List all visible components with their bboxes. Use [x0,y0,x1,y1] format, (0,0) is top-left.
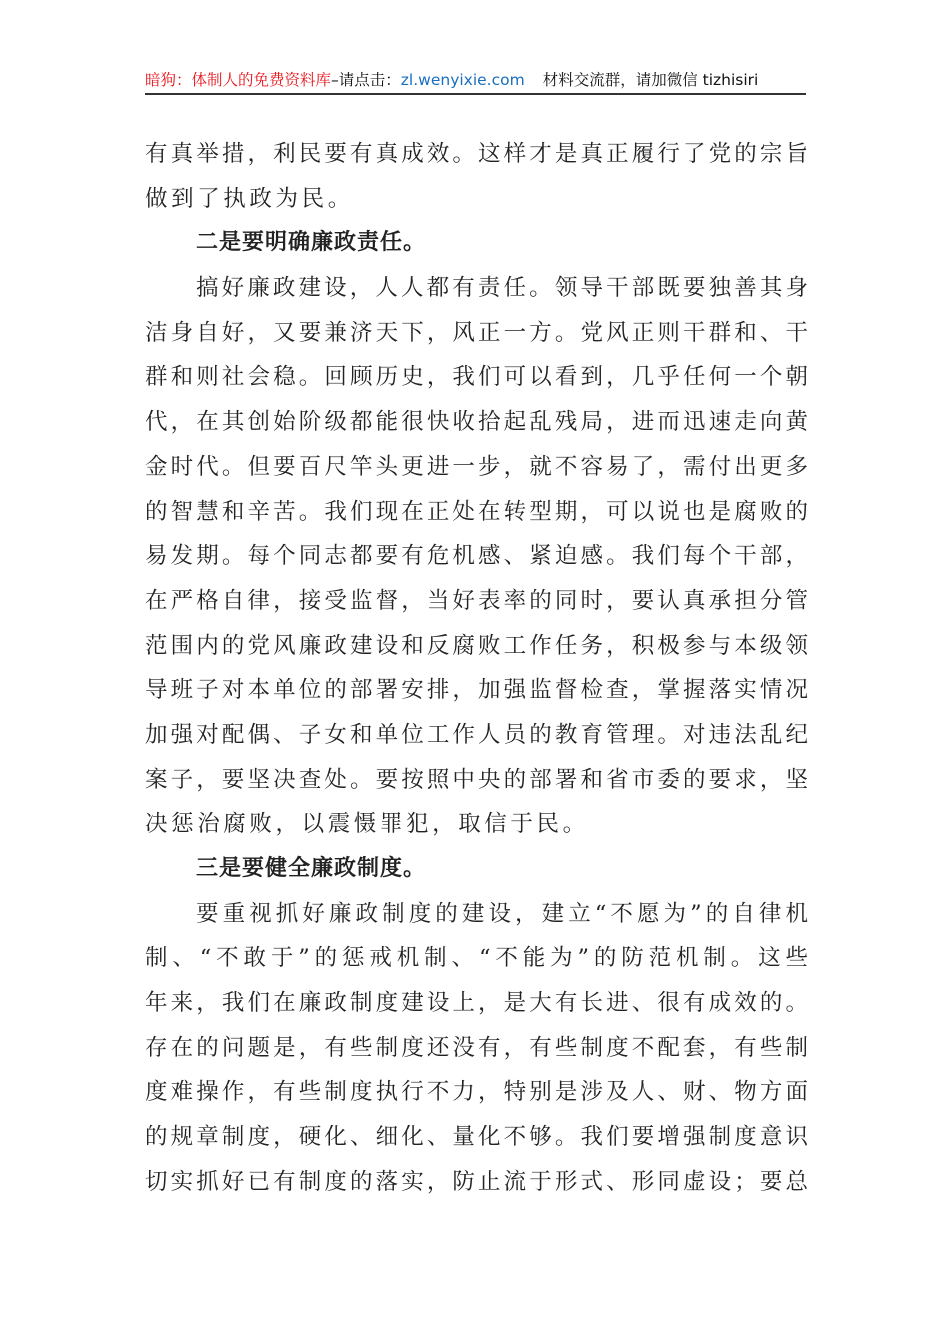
paragraph-line: 度难操作，有些制度执行不力，特别是涉及人、财、物方面 [145,1079,808,1106]
paragraph-line: 的智慧和辛苦。我们现在正处在转型期，可以说也是腐败的 [145,498,808,525]
brand-text: 暗狗：体制人的免费资料库 [145,71,332,89]
paragraph-line: 范围内的党风廉政建设和反腐败工作任务，积极参与本级领 [145,632,808,659]
section-heading: 三是要健全廉政制度。 [196,856,427,881]
section-heading: 二是要明确廉政责任。 [196,230,427,256]
paragraph-line: 制、“不敢于”的惩戒机制、“不能为”的防范机制。这些 [145,945,808,972]
prompt-text: –请点击： [331,71,401,89]
page-header [145,68,806,92]
paragraph-line: 易发期。每个同志都要有危机感、紧迫感。我们每个干部， [145,543,808,570]
website-link[interactable]: zl.wenyixie.com [400,71,525,89]
paragraph-line: 在严格自律，接受监督，当好表率的同时，要认真承担分管 [145,587,808,614]
paragraph-line: 做到了执政为民。 [145,185,354,212]
paragraph-line: 案子，要坚决查处。要按照中央的部署和省市委的要求，坚 [145,766,808,793]
paragraph-line: 要重视抓好廉政制度的建设，建立“不愿为”的自律机 [196,900,808,927]
paragraph-line: 决惩治腐败，以震慑罪犯，取信于民。 [145,811,589,838]
paragraph-line: 的规章制度，硬化、细化、量化不够。我们要增强制度意识 [145,1124,808,1151]
paragraph-line: 搞好廉政建设，人人都有责任。领导干部既要独善其身 [196,275,808,302]
paragraph-line: 年来，我们在廉政制度建设上，是大有长进、很有成效的。 [145,990,808,1017]
paragraph-line: 金时代。但要百尺竿头更进一步，就不容易了，需付出更多 [145,453,808,480]
document-body [145,132,808,1205]
contact-text: 材料交流群，请加微信 tizhisiri [542,71,759,89]
paragraph-line: 存在的问题是，有些制度还没有，有些制度不配套，有些制 [145,1034,808,1061]
paragraph-line: 代，在其创始阶级都能很快收拾起乱残局，进而迅速走向黄 [145,409,808,436]
paragraph-line: 群和则社会稳。回顾历史，我们可以看到，几乎任何一个朝 [145,364,808,391]
header-divider [145,93,806,95]
paragraph-line: 加强对配偶、子女和单位工作人员的教育管理。对违法乱纪 [145,721,808,748]
paragraph-line: 导班子对本单位的部署安排，加强监督检查，掌握落实情况 [145,677,808,704]
paragraph-line: 切实抓好已有制度的落实，防止流于形式、形同虚设；要总 [145,1168,808,1195]
paragraph-line: 洁身自好，又要兼济天下，风正一方。党风正则干群和、干 [145,319,808,346]
paragraph-line: 有真举措，利民要有真成效。这样才是真正履行了党的宗旨 [145,141,808,167]
